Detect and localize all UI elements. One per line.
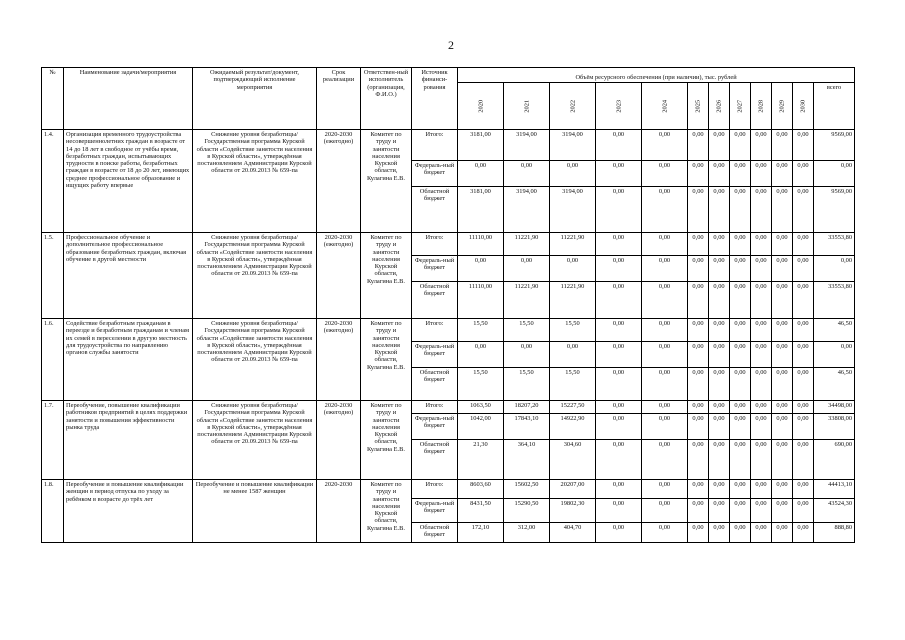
value-cell: 0,00 — [709, 256, 730, 282]
value-cell: 0,00 — [751, 282, 772, 319]
value-cell: 3181,00 — [458, 130, 504, 161]
value-cell: 0,00 — [751, 523, 772, 543]
result-cell: Переобучение и повышение квалификации не менее 1587 женщин — [193, 480, 317, 543]
value-cell: 0,00 — [751, 319, 772, 342]
value-cell: 0,00 — [793, 523, 814, 543]
table-row — [42, 480, 855, 499]
value-cell: 15,50 — [550, 319, 596, 342]
value-cell: 14922,90 — [550, 414, 596, 440]
value-cell: 0,00 — [709, 480, 730, 499]
value-cell: 0,00 — [730, 401, 751, 414]
value-cell: 0,00 — [458, 161, 504, 187]
header-year: 2027 — [730, 83, 751, 130]
value-cell: 0,00 — [709, 161, 730, 187]
value-cell: 0,00 — [642, 414, 688, 440]
resource-table — [41, 67, 855, 543]
value-cell: 0,00 — [730, 440, 751, 480]
header-volume: Объём ресурсного обеспечения (при наличии), тыс. рублей — [458, 68, 855, 83]
source-cell: Областной бюджет — [412, 187, 458, 233]
total-cell: 690,00 — [814, 440, 855, 480]
value-cell: 0,00 — [596, 319, 642, 342]
value-cell: 0,00 — [642, 401, 688, 414]
total-cell: 0,00 — [814, 256, 855, 282]
value-cell: 0,00 — [772, 282, 793, 319]
source-cell: Федераль-ный бюджет — [412, 161, 458, 187]
table-body — [42, 130, 855, 543]
value-cell: 0,00 — [596, 282, 642, 319]
header-year: 2024 — [642, 83, 688, 130]
value-cell: 0,00 — [458, 256, 504, 282]
value-cell: 172,10 — [458, 523, 504, 543]
header-executor: Ответствен-ный исполнитель (организация, Ф.И.О.) — [361, 68, 412, 130]
source-cell: Областной бюджет — [412, 523, 458, 543]
executor-cell: Комитет по труду и занятости населения Курской области, Кулагина Е.В. — [361, 130, 412, 233]
value-cell: 15,50 — [458, 319, 504, 342]
value-cell: 0,00 — [751, 342, 772, 368]
header-result: Ожидаемый результат/документ, подтверждающий исполнение мероприятия — [193, 68, 317, 130]
value-cell: 0,00 — [730, 187, 751, 233]
value-cell: 0,00 — [688, 130, 709, 161]
value-cell: 0,00 — [688, 480, 709, 499]
value-cell: 18207,20 — [504, 401, 550, 414]
total-cell: 33553,80 — [814, 233, 855, 256]
header-task: Наименование задачи/мероприятия — [64, 68, 193, 130]
value-cell: 0,00 — [688, 161, 709, 187]
value-cell: 0,00 — [793, 282, 814, 319]
value-cell: 0,00 — [793, 233, 814, 256]
value-cell: 0,00 — [730, 256, 751, 282]
page-number: 2 — [448, 38, 454, 52]
row-number: 1.7. — [42, 401, 64, 480]
task-cell: Переобучение, повышение квалификации работников предприятий в целях поддержки занятости и повышения эффективности рынка труда — [64, 401, 193, 480]
value-cell: 0,00 — [688, 523, 709, 543]
value-cell: 364,10 — [504, 440, 550, 480]
header-year: 2022 — [550, 83, 596, 130]
value-cell: 0,00 — [793, 480, 814, 499]
value-cell: 0,00 — [730, 499, 751, 523]
term-cell: 2020-2030 (ежегодно) — [317, 401, 361, 480]
result-cell: Снижение уровня безработицы/Государственная программа Курской области «Содействие занятости населения в Курской области», утверждённая постановлением Администрации Курской области от 20.09.2013 № 659-па — [193, 319, 317, 401]
value-cell: 0,00 — [751, 233, 772, 256]
value-cell: 0,00 — [642, 256, 688, 282]
task-cell: Содействие безработным гражданам в переезде и безработным гражданам и членам их семей в переселении в другую местность для трудоустройства по направлению органов службы занятости — [64, 319, 193, 401]
value-cell: 0,00 — [642, 523, 688, 543]
value-cell: 0,00 — [504, 161, 550, 187]
value-cell: 11110,00 — [458, 282, 504, 319]
row-number: 1.4. — [42, 130, 64, 233]
value-cell: 15,50 — [550, 368, 596, 401]
value-cell: 3194,00 — [550, 187, 596, 233]
result-cell: Снижение уровня безработицы/Государственная программа Курской области «Содействие занятости населения в Курской области», утверждённая постановлением Администрации Курской области от 20.09.2013 № 659-па — [193, 130, 317, 233]
value-cell: 0,00 — [688, 401, 709, 414]
value-cell: 0,00 — [458, 342, 504, 368]
value-cell: 0,00 — [688, 414, 709, 440]
total-cell: 43524,30 — [814, 499, 855, 523]
value-cell: 3194,00 — [504, 130, 550, 161]
value-cell: 11221,90 — [504, 233, 550, 256]
value-cell: 0,00 — [793, 187, 814, 233]
value-cell: 0,00 — [688, 342, 709, 368]
total-cell: 34498,00 — [814, 401, 855, 414]
value-cell: 0,00 — [709, 130, 730, 161]
header-year: 2021 — [504, 83, 550, 130]
value-cell: 312,00 — [504, 523, 550, 543]
value-cell: 0,00 — [596, 499, 642, 523]
value-cell: 15602,50 — [504, 480, 550, 499]
value-cell: 3194,00 — [550, 130, 596, 161]
value-cell: 11221,90 — [504, 282, 550, 319]
source-cell: Федераль-ный бюджет — [412, 414, 458, 440]
value-cell: 0,00 — [751, 187, 772, 233]
value-cell: 8431,50 — [458, 499, 504, 523]
value-cell: 0,00 — [550, 161, 596, 187]
value-cell: 0,00 — [642, 499, 688, 523]
value-cell: 0,00 — [751, 440, 772, 480]
value-cell: 0,00 — [596, 414, 642, 440]
header-year: 2026 — [709, 83, 730, 130]
value-cell: 0,00 — [596, 368, 642, 401]
value-cell: 0,00 — [730, 161, 751, 187]
total-cell: 33808,00 — [814, 414, 855, 440]
term-cell: 2020-2030 — [317, 480, 361, 543]
value-cell: 0,00 — [793, 342, 814, 368]
value-cell: 0,00 — [709, 187, 730, 233]
value-cell: 0,00 — [688, 256, 709, 282]
value-cell: 0,00 — [642, 319, 688, 342]
table-row — [42, 401, 855, 414]
value-cell: 0,00 — [688, 233, 709, 256]
value-cell: 404,70 — [550, 523, 596, 543]
table-row — [42, 319, 855, 342]
value-cell: 0,00 — [772, 233, 793, 256]
row-number: 1.5. — [42, 233, 64, 319]
value-cell: 0,00 — [793, 414, 814, 440]
value-cell: 0,00 — [772, 414, 793, 440]
row-number: 1.8. — [42, 480, 64, 543]
total-cell: 888,80 — [814, 523, 855, 543]
value-cell: 0,00 — [688, 187, 709, 233]
value-cell: 0,00 — [793, 440, 814, 480]
source-cell: Итого: — [412, 130, 458, 161]
table-row — [42, 130, 855, 161]
value-cell: 8603,60 — [458, 480, 504, 499]
value-cell: 0,00 — [709, 523, 730, 543]
term-cell: 2020-2030 (ежегодно) — [317, 130, 361, 233]
value-cell: 0,00 — [596, 523, 642, 543]
value-cell: 0,00 — [642, 282, 688, 319]
value-cell: 15,50 — [504, 319, 550, 342]
value-cell: 0,00 — [504, 256, 550, 282]
source-cell: Итого: — [412, 233, 458, 256]
value-cell: 11221,90 — [550, 233, 596, 256]
source-cell: Итого: — [412, 480, 458, 499]
value-cell: 0,00 — [772, 499, 793, 523]
total-cell: 33553,80 — [814, 282, 855, 319]
executor-cell: Комитет по труду и занятости населения Курской области, Кулагина Е.В. — [361, 319, 412, 401]
value-cell: 0,00 — [793, 161, 814, 187]
task-cell: Организация временного трудоустройства несовершеннолетних граждан в возрасте от 14 до 18 лет в свободное от учёбы время, безработных граждан, испытывающих трудности в поиске работы, безработных граждан в возрасте от 18 до 20 лет, имеющих среднее профессиональное образование и ищущих работу впервые — [64, 130, 193, 233]
result-cell: Снижение уровня безработицы/Государственная программа Курской области «Содействие занятости населения в Курской области», утверждённая постановлением Администрации Курской области от 20.09.2013 № 659-па — [193, 401, 317, 480]
executor-cell: Комитет по труду и занятости населения Курской области, Кулагина Е.В. — [361, 401, 412, 480]
total-cell: 46,50 — [814, 368, 855, 401]
value-cell: 0,00 — [772, 523, 793, 543]
source-cell: Областной бюджет — [412, 368, 458, 401]
value-cell: 0,00 — [709, 368, 730, 401]
value-cell: 0,00 — [730, 233, 751, 256]
value-cell: 0,00 — [751, 368, 772, 401]
value-cell: 0,00 — [751, 414, 772, 440]
header-year: 2028 — [751, 83, 772, 130]
value-cell: 0,00 — [772, 480, 793, 499]
value-cell: 0,00 — [642, 161, 688, 187]
header-year: 2030 — [793, 83, 814, 130]
value-cell: 15290,50 — [504, 499, 550, 523]
value-cell: 0,00 — [751, 256, 772, 282]
value-cell: 0,00 — [688, 499, 709, 523]
value-cell: 0,00 — [596, 130, 642, 161]
total-cell: 44413,10 — [814, 480, 855, 499]
value-cell: 0,00 — [751, 480, 772, 499]
value-cell: 0,00 — [793, 401, 814, 414]
value-cell: 0,00 — [596, 256, 642, 282]
value-cell: 0,00 — [793, 256, 814, 282]
value-cell: 11221,90 — [550, 282, 596, 319]
task-cell: Профессиональное обучение и дополнительное профессиональное образование безработных граждан, включая обучение в другой местности — [64, 233, 193, 319]
value-cell: 0,00 — [751, 401, 772, 414]
total-cell: 46,50 — [814, 319, 855, 342]
value-cell: 0,00 — [709, 401, 730, 414]
value-cell: 0,00 — [709, 499, 730, 523]
value-cell: 0,00 — [642, 480, 688, 499]
header-total: всего — [814, 83, 855, 130]
value-cell: 0,00 — [793, 499, 814, 523]
value-cell: 0,00 — [772, 342, 793, 368]
value-cell: 0,00 — [772, 401, 793, 414]
value-cell: 3194,00 — [504, 187, 550, 233]
source-cell: Итого: — [412, 319, 458, 342]
source-cell: Федераль-ный бюджет — [412, 256, 458, 282]
source-cell: Областной бюджет — [412, 282, 458, 319]
value-cell: 0,00 — [709, 282, 730, 319]
header-term: Срок реализации — [317, 68, 361, 130]
header-year: 2020 — [458, 83, 504, 130]
executor-cell: Комитет по труду и занятости населения Курской области, Кулагина Е.В. — [361, 233, 412, 319]
value-cell: 19802,30 — [550, 499, 596, 523]
value-cell: 0,00 — [642, 187, 688, 233]
value-cell: 0,00 — [709, 342, 730, 368]
value-cell: 0,00 — [642, 342, 688, 368]
value-cell: 0,00 — [751, 499, 772, 523]
value-cell: 0,00 — [751, 161, 772, 187]
value-cell: 0,00 — [688, 368, 709, 401]
value-cell: 0,00 — [709, 319, 730, 342]
value-cell: 0,00 — [730, 368, 751, 401]
value-cell: 0,00 — [596, 440, 642, 480]
source-cell: Федераль-ный бюджет — [412, 499, 458, 523]
value-cell: 21,30 — [458, 440, 504, 480]
value-cell: 0,00 — [793, 319, 814, 342]
value-cell: 0,00 — [772, 161, 793, 187]
value-cell: 0,00 — [730, 414, 751, 440]
value-cell: 1042,00 — [458, 414, 504, 440]
value-cell: 0,00 — [688, 282, 709, 319]
term-cell: 2020-2030 (ежегодно) — [317, 319, 361, 401]
value-cell: 0,00 — [709, 233, 730, 256]
value-cell: 0,00 — [550, 342, 596, 368]
value-cell: 0,00 — [730, 342, 751, 368]
value-cell: 0,00 — [596, 401, 642, 414]
source-cell: Федераль-ный бюджет — [412, 342, 458, 368]
value-cell: 0,00 — [730, 523, 751, 543]
value-cell: 17843,10 — [504, 414, 550, 440]
row-number: 1.6. — [42, 319, 64, 401]
header-year: 2023 — [596, 83, 642, 130]
value-cell: 20207,00 — [550, 480, 596, 499]
value-cell: 3181,00 — [458, 187, 504, 233]
value-cell: 0,00 — [772, 440, 793, 480]
value-cell: 0,00 — [550, 256, 596, 282]
value-cell: 0,00 — [709, 414, 730, 440]
header-year: 2025 — [688, 83, 709, 130]
value-cell: 0,00 — [730, 480, 751, 499]
value-cell: 0,00 — [596, 187, 642, 233]
total-cell: 0,00 — [814, 342, 855, 368]
value-cell: 0,00 — [793, 368, 814, 401]
header-year: 2029 — [772, 83, 793, 130]
value-cell: 0,00 — [772, 256, 793, 282]
value-cell: 0,00 — [596, 342, 642, 368]
table-header — [42, 68, 855, 130]
value-cell: 0,00 — [772, 368, 793, 401]
value-cell: 0,00 — [751, 130, 772, 161]
value-cell: 0,00 — [642, 440, 688, 480]
value-cell: 0,00 — [642, 130, 688, 161]
source-cell: Областной бюджет — [412, 440, 458, 480]
value-cell: 0,00 — [596, 161, 642, 187]
task-cell: Переобучение и повышение квалификации женщин в период отпуска по уходу за ребёнком в возрасте до трёх лет — [64, 480, 193, 543]
result-cell: Снижение уровня безработицы/Государственная программа Курской области «Содействие занятости населения в Курской области», утверждённая постановлением Администрации Курской области от 20.09.2013 № 659-па — [193, 233, 317, 319]
executor-cell: Комитет по труду и занятости населения Курской области, Кулагина Е.В. — [361, 480, 412, 543]
value-cell: 0,00 — [596, 233, 642, 256]
value-cell: 0,00 — [596, 480, 642, 499]
value-cell: 11110,00 — [458, 233, 504, 256]
total-cell: 0,00 — [814, 161, 855, 187]
value-cell: 0,00 — [642, 368, 688, 401]
value-cell: 0,00 — [504, 342, 550, 368]
value-cell: 0,00 — [688, 319, 709, 342]
value-cell: 304,60 — [550, 440, 596, 480]
header-num: № — [42, 68, 64, 130]
value-cell: 0,00 — [730, 130, 751, 161]
source-cell: Итого: — [412, 401, 458, 414]
table-row — [42, 233, 855, 256]
total-cell: 9569,00 — [814, 187, 855, 233]
value-cell: 1063,50 — [458, 401, 504, 414]
value-cell: 15,50 — [504, 368, 550, 401]
value-cell: 0,00 — [772, 319, 793, 342]
value-cell: 0,00 — [772, 187, 793, 233]
value-cell: 0,00 — [730, 282, 751, 319]
term-cell: 2020-2030 (ежегодно) — [317, 233, 361, 319]
value-cell: 0,00 — [793, 130, 814, 161]
header-source: Источник финанси-рования — [412, 68, 458, 130]
value-cell: 0,00 — [688, 440, 709, 480]
value-cell: 0,00 — [730, 319, 751, 342]
value-cell: 15227,50 — [550, 401, 596, 414]
value-cell: 15,50 — [458, 368, 504, 401]
total-cell: 9569,00 — [814, 130, 855, 161]
value-cell: 0,00 — [709, 440, 730, 480]
value-cell: 0,00 — [642, 233, 688, 256]
value-cell: 0,00 — [772, 130, 793, 161]
